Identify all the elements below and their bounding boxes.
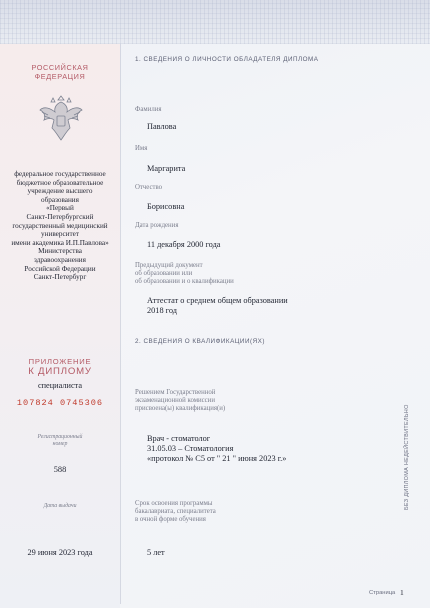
previous-document-label-line1: Предыдущий документ xyxy=(135,262,203,269)
commission-decision-label xyxy=(135,389,225,413)
institution-name xyxy=(2,170,118,282)
previous-document-label-line3: об образовании и о квалификации xyxy=(135,278,234,285)
institution-line: университет xyxy=(41,230,79,239)
institution-line: федеральное государственное xyxy=(14,170,106,178)
study-term-value: 5 лет xyxy=(147,548,165,557)
previous-document-label xyxy=(135,262,234,286)
surname-value: Павлова xyxy=(147,122,177,131)
issue-date-label: Дата выдачи xyxy=(43,503,77,509)
name-value: Маргарита xyxy=(147,164,186,173)
institution-line: государственный медицинский xyxy=(12,221,108,230)
country-line2: ФЕДЕРАЦИЯ xyxy=(34,72,86,81)
panel-divider xyxy=(120,44,121,604)
country-line1: РОССИЙСКАЯ xyxy=(31,63,89,72)
security-pattern-band xyxy=(0,0,430,44)
supplement-line1: ПРИЛОЖЕНИЕ xyxy=(28,357,92,366)
supplement-line2: К ДИПЛОМУ xyxy=(28,366,92,377)
coat-of-arms-icon xyxy=(38,92,84,144)
institution-line: здравоохранения xyxy=(34,255,86,264)
institution-line: «Первый xyxy=(46,204,74,213)
qualification-line3: «протокол № С5 от " 21 " июня 2023 г.» xyxy=(147,454,287,463)
validity-note: БЕЗ ДИПЛОМА НЕДЕЙСТВИТЕЛЬНО xyxy=(404,404,410,510)
qualification-line2: 31.05.03 – Стоматология xyxy=(147,444,234,453)
institution-line: имени академика И.П.Павлова» xyxy=(11,238,109,247)
birth-date-label: Дата рождения xyxy=(135,222,179,229)
institution-line: Министерства xyxy=(38,247,82,256)
name-label: Имя xyxy=(135,145,148,152)
registration-label xyxy=(0,434,120,448)
study-term-label-line3: в очной форме обучения xyxy=(135,516,206,523)
commission-decision-label-line3: присвоена(ы) квалификация(и) xyxy=(135,405,226,412)
page-label: Страница xyxy=(369,590,396,596)
previous-document-value xyxy=(147,296,288,316)
commission-decision-label-line1: Решением Государственной xyxy=(135,389,216,396)
qualification-value xyxy=(147,434,286,464)
previous-document-line2: 2018 год xyxy=(147,306,177,315)
commission-decision-label-line2: экзаменационной комиссии xyxy=(135,397,215,404)
issue-date: 29 июня 2023 года xyxy=(27,548,93,557)
registration-label-line1: Регистрационный xyxy=(37,434,83,440)
diploma-type: специалиста xyxy=(37,381,83,390)
institution-line: бюджетное образовательное xyxy=(16,178,104,187)
country-title xyxy=(0,63,120,81)
study-term-label-line1: Срок освоения программы xyxy=(135,500,213,507)
section-2-title: 2. СВЕДЕНИЯ О КВАЛИФИКАЦИИ(ЯХ) xyxy=(135,338,265,345)
qualification-line1: Врач - стоматолог xyxy=(147,434,211,443)
institution-line: образования xyxy=(41,195,79,204)
diploma-number: 107824 0745306 xyxy=(16,398,104,408)
previous-document-label-line2: об образовании или xyxy=(135,270,193,277)
institution-line: Санкт-Петербург xyxy=(33,273,87,282)
section-1-title: 1. СВЕДЕНИЯ О ЛИЧНОСТИ ОБЛАДАТЕЛЯ ДИПЛОМА xyxy=(135,56,319,63)
patronymic-value: Борисовна xyxy=(147,202,185,211)
study-term-label-line2: бакалавриата, специалитета xyxy=(135,508,216,515)
institution-line: Санкт-Петербургский xyxy=(26,212,94,221)
surname-label: Фамилия xyxy=(135,106,162,113)
patronymic-label: Отчество xyxy=(135,184,163,191)
supplement-title xyxy=(0,357,120,377)
registration-label-line2: номер xyxy=(52,441,68,447)
previous-document-line1: Аттестат о среднем общем образовании xyxy=(147,296,288,305)
study-term-label xyxy=(135,500,216,524)
institution-line: учреждение высшего xyxy=(27,187,93,196)
birth-date-value: 11 декабря 2000 года xyxy=(147,240,221,249)
page-number: 1 xyxy=(400,588,404,597)
institution-line: Российской Федерации xyxy=(24,264,96,273)
registration-number: 588 xyxy=(53,465,67,474)
